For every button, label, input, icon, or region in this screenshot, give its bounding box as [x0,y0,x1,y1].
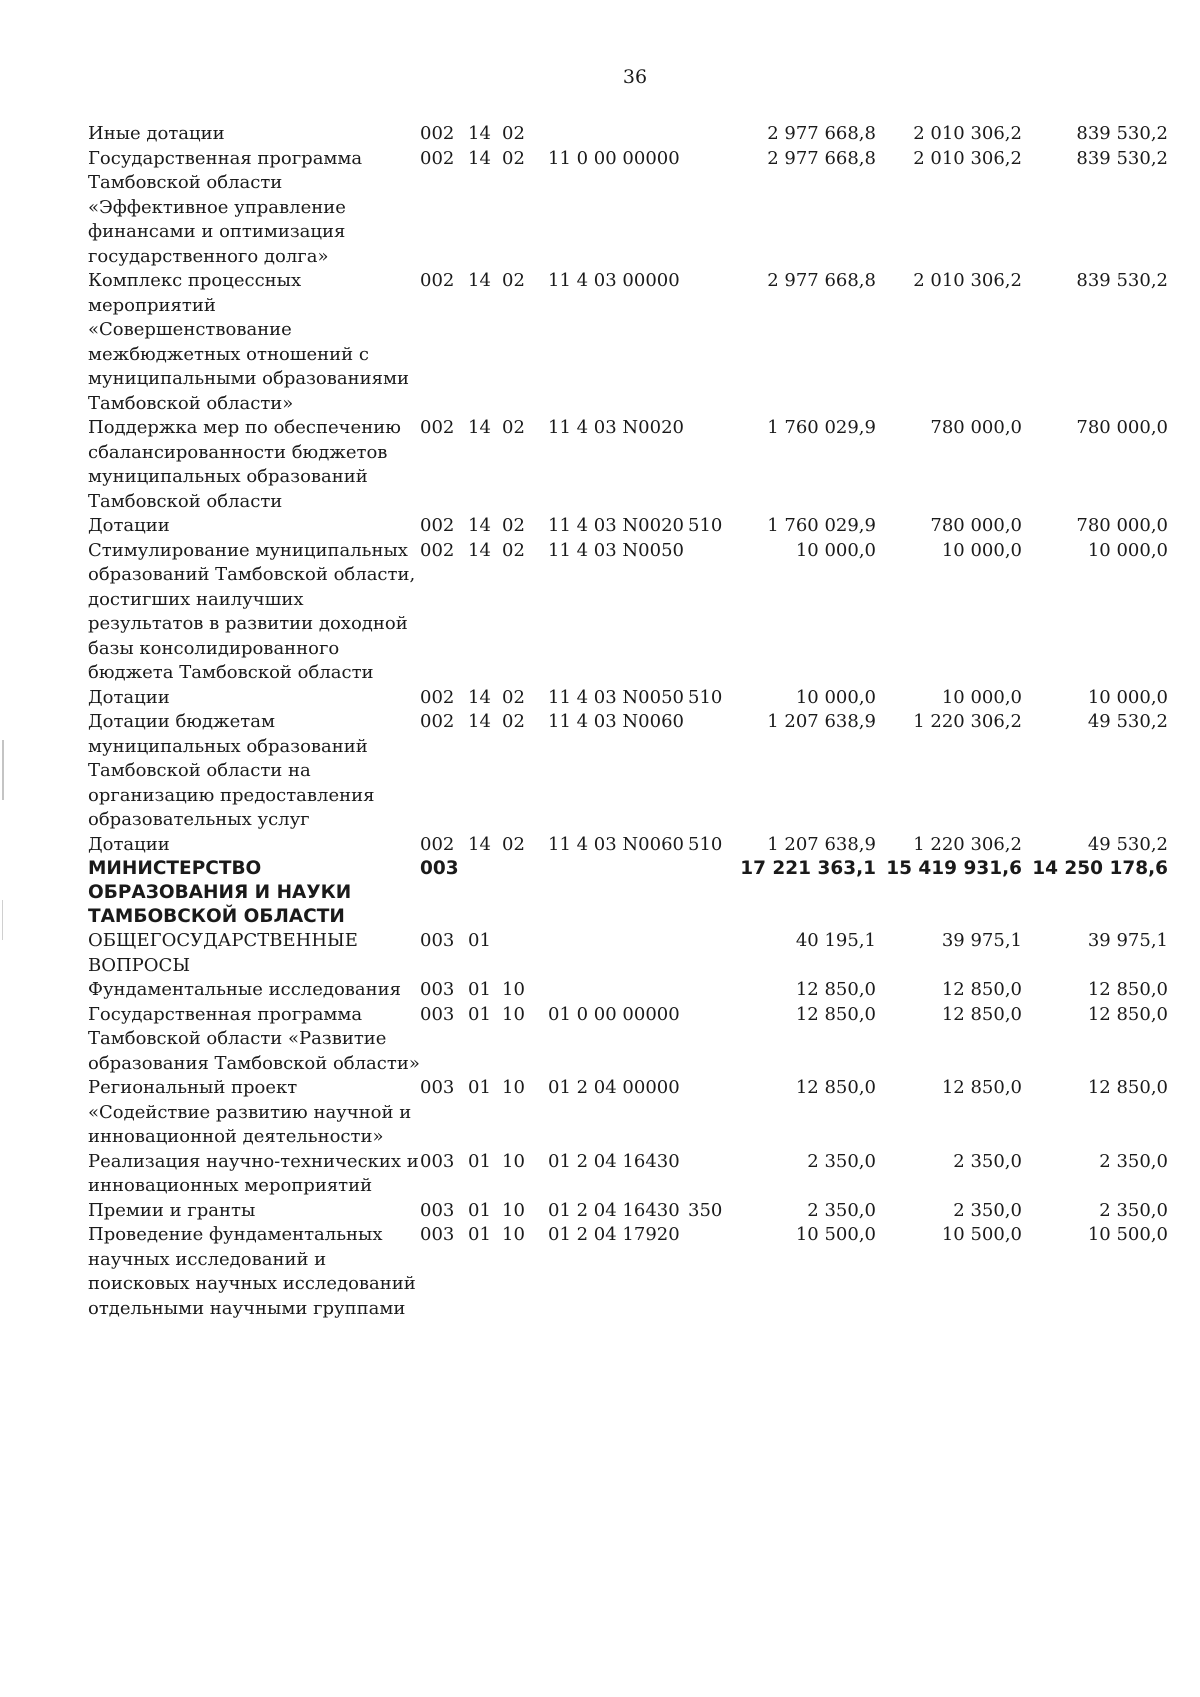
row-cs-code: 01 2 04 16430 [548,1199,680,1221]
row-rz-code [468,857,502,929]
row-vr-code: 510 [688,515,723,536]
row-rz-code: 01 [468,1199,491,1221]
row-amount-3: 12 850,0 [1087,1003,1168,1025]
row-name: ОБЩЕГОСУДАРСТВЕННЫЕ ВОПРОСЫ [88,930,358,976]
budget-table [88,122,1168,1321]
row-amount-1: 2 977 668,8 [767,147,876,169]
row-amount-1: 40 195,1 [795,930,876,951]
row-cs-code: 01 2 04 16430 [548,1150,680,1172]
row-amount-3: 12 850,0 [1087,1077,1168,1098]
row-amount-1: 1 207 638,9 [767,711,876,732]
row-pr-code: 02 [502,417,525,438]
row-vr-code [688,710,730,833]
row-amount-1: 12 850,0 [795,979,876,1000]
row-rz-code: 01 [468,1077,491,1098]
row-pr-code: 10 [502,1003,525,1025]
row-rz-code: 14 [468,539,491,561]
page-number: 36 [622,66,648,88]
table-row [88,1076,1168,1150]
row-name: Премии и гранты [88,1199,256,1221]
row-vr-code [688,269,730,416]
row-vr-code: 510 [688,686,723,708]
row-rz-code: 01 [468,1150,491,1172]
row-name: Государственная программа Тамбовской области «Развитие образования Тамбовской области» [88,1003,420,1074]
row-amount-3: 14 250 178,6 [1032,858,1168,879]
row-rz-code: 01 [468,930,491,951]
row-name: Дотации [88,833,170,855]
row-amount-3: 39 975,1 [1087,930,1168,951]
table-row [88,147,1168,270]
row-cs-code: 11 0 00 00000 [548,147,680,169]
row-gr-code: 003 [420,1199,455,1221]
row-amount-3: 2 350,0 [1099,1199,1168,1221]
row-vr-code [688,978,730,1003]
row-name: Дотации [88,515,170,536]
row-amount-1: 10 500,0 [795,1224,876,1245]
row-vr-code [688,1076,730,1150]
row-amount-3: 839 530,2 [1076,147,1168,169]
row-gr-code: 003 [420,979,455,1000]
row-amount-1: 12 850,0 [795,1077,876,1098]
row-amount-1: 1 760 029,9 [767,417,876,438]
row-gr-code: 003 [420,1077,455,1098]
row-vr-code [688,539,730,686]
row-amount-1: 17 221 363,1 [740,858,876,879]
table-row [88,514,1168,539]
scan-mark [2,900,3,940]
row-gr-code: 003 [420,1150,455,1172]
row-gr-code: 002 [420,147,455,169]
row-amount-2: 12 850,0 [941,1003,1022,1025]
table-row [88,416,1168,514]
row-amount-2: 2 010 306,2 [913,270,1022,291]
row-pr-code [502,929,548,978]
row-name: Фундаментальные исследования [88,979,401,1000]
table-row [88,539,1168,686]
row-amount-3: 10 000,0 [1087,686,1168,708]
row-vr-code [688,1003,730,1077]
row-rz-code: 14 [468,711,491,732]
row-cs-code [548,857,688,929]
row-amount-3: 10 000,0 [1087,539,1168,561]
row-amount-1: 2 977 668,8 [767,123,876,144]
row-rz-code: 14 [468,686,491,708]
table-row [88,833,1168,858]
row-cs-code: 11 4 03 N0020 [548,417,684,438]
row-amount-3: 780 000,0 [1076,515,1168,536]
row-pr-code [502,857,548,929]
row-gr-code: 003 [420,930,455,951]
table-row [88,122,1168,147]
row-cs-code: 01 0 00 00000 [548,1003,680,1025]
row-gr-code: 002 [420,539,455,561]
row-gr-code: 002 [420,711,455,732]
table-row [88,1003,1168,1077]
row-amount-2: 10 000,0 [941,686,1022,708]
row-amount-1: 1 207 638,9 [767,833,876,855]
row-amount-2: 2 350,0 [953,1150,1022,1172]
row-amount-3: 12 850,0 [1087,979,1168,1000]
row-name: Иные дотации [88,123,225,144]
row-vr-code: 510 [688,833,723,855]
row-name: МИНИСТЕРСТВО ОБРАЗОВАНИЯ И НАУКИ ТАМБОВСКОЙ ОБЛАСТИ [88,858,352,927]
row-gr-code: 002 [420,417,455,438]
row-gr-code: 002 [420,833,455,855]
row-cs-code: 11 4 03 N0050 [548,539,684,561]
row-amount-2: 39 975,1 [941,930,1022,951]
row-amount-2: 10 500,0 [941,1224,1022,1245]
row-cs-code [548,929,688,978]
table-row [88,710,1168,833]
row-name: Государственная программа Тамбовской области «Эффективное управление финансами и оптимизация государственного долга» [88,147,363,267]
row-rz-code: 14 [468,270,491,291]
row-amount-2: 2 010 306,2 [913,147,1022,169]
row-pr-code: 02 [502,833,525,855]
row-pr-code: 10 [502,1199,525,1221]
row-amount-1: 2 350,0 [807,1199,876,1221]
table-row [88,857,1168,929]
row-gr-code: 002 [420,515,455,536]
row-amount-3: 49 530,2 [1087,711,1168,732]
row-amount-2: 780 000,0 [930,417,1022,438]
row-pr-code: 02 [502,147,525,169]
row-pr-code: 02 [502,123,525,144]
row-pr-code: 10 [502,1077,525,1098]
row-rz-code: 01 [468,1224,491,1245]
table-row [88,929,1168,978]
row-vr-code [688,1223,730,1321]
row-name: Дотации [88,686,170,708]
row-amount-3: 839 530,2 [1076,270,1168,291]
row-cs-code: 11 4 03 00000 [548,270,680,291]
row-vr-code: 350 [688,1199,723,1221]
row-amount-2: 2 010 306,2 [913,123,1022,144]
table-row [88,686,1168,711]
row-vr-code [688,416,730,514]
row-amount-2: 10 000,0 [941,539,1022,561]
row-vr-code [688,857,730,929]
row-vr-code [688,147,730,270]
row-amount-1: 10 000,0 [795,686,876,708]
row-amount-1: 2 977 668,8 [767,270,876,291]
row-gr-code: 003 [420,1003,455,1025]
row-amount-2: 1 220 306,2 [913,711,1022,732]
row-pr-code: 10 [502,979,525,1000]
row-amount-2: 1 220 306,2 [913,833,1022,855]
row-amount-1: 12 850,0 [795,1003,876,1025]
row-pr-code: 02 [502,711,525,732]
row-rz-code: 01 [468,1003,491,1025]
row-rz-code: 14 [468,515,491,536]
row-rz-code: 14 [468,147,491,169]
row-amount-2: 2 350,0 [953,1199,1022,1221]
row-cs-code: 01 2 04 17920 [548,1224,680,1245]
row-cs-code: 11 4 03 N0060 [548,833,684,855]
row-pr-code: 10 [502,1224,525,1245]
row-vr-code [688,1150,730,1199]
row-rz-code: 01 [468,979,491,1000]
row-name: Реализация научно-технических и инновационных мероприятий [88,1150,419,1196]
row-gr-code: 002 [420,270,455,291]
table-row [88,1199,1168,1224]
row-name: Дотации бюджетам муниципальных образований Тамбовской области на организацию предоставления образовательных услуг [88,711,375,830]
table-row [88,1150,1168,1199]
row-cs-code: 11 4 03 N0020 [548,515,684,536]
row-amount-2: 780 000,0 [930,515,1022,536]
row-rz-code: 14 [468,833,491,855]
row-amount-2: 12 850,0 [941,1077,1022,1098]
row-gr-code: 003 [420,1224,455,1245]
row-gr-code: 003 [420,858,459,879]
row-rz-code: 14 [468,417,491,438]
row-amount-1: 2 350,0 [807,1150,876,1172]
row-name: Проведение фундаментальных научных исследований и поисковых научных исследований отдельными научными группами [88,1224,416,1319]
row-cs-code [548,978,688,1003]
row-gr-code: 002 [420,686,455,708]
row-amount-2: 15 419 931,6 [886,858,1022,879]
row-pr-code: 02 [502,686,525,708]
table-row [88,978,1168,1003]
row-cs-code: 01 2 04 00000 [548,1077,680,1098]
row-amount-1: 1 760 029,9 [767,515,876,536]
row-name: Региональный проект «Содействие развитию научной и инновационной деятельности» [88,1077,412,1147]
row-pr-code: 02 [502,539,525,561]
row-name: Стимулирование муниципальных образований Тамбовской области, достигших наилучших результатов в развитии доходной базы консолидированного бюджета Тамбовской области [88,539,416,683]
scan-mark [2,740,4,800]
row-pr-code: 02 [502,270,525,291]
row-amount-3: 839 530,2 [1076,123,1168,144]
row-gr-code: 002 [420,123,455,144]
row-name: Поддержка мер по обеспечению сбалансированности бюджетов муниципальных образований Тамбовской области [88,417,401,512]
row-cs-code: 11 4 03 N0050 [548,686,684,708]
table-row [88,269,1168,416]
row-amount-3: 49 530,2 [1087,833,1168,855]
row-amount-3: 2 350,0 [1099,1150,1168,1172]
row-pr-code: 10 [502,1150,525,1172]
row-rz-code: 14 [468,123,491,144]
row-vr-code [688,929,730,978]
row-amount-2: 12 850,0 [941,979,1022,1000]
row-amount-1: 10 000,0 [795,539,876,561]
row-cs-code: 11 4 03 N0060 [548,711,684,732]
row-name: Комплекс процессных мероприятий «Совершенствование межбюджетных отношений с муниципальными образованиями Тамбовской области» [88,270,409,414]
row-cs-code [548,122,688,147]
table-row [88,1223,1168,1321]
row-pr-code: 02 [502,515,525,536]
row-amount-3: 10 500,0 [1087,1224,1168,1245]
row-vr-code [688,122,730,147]
row-amount-3: 780 000,0 [1076,417,1168,438]
